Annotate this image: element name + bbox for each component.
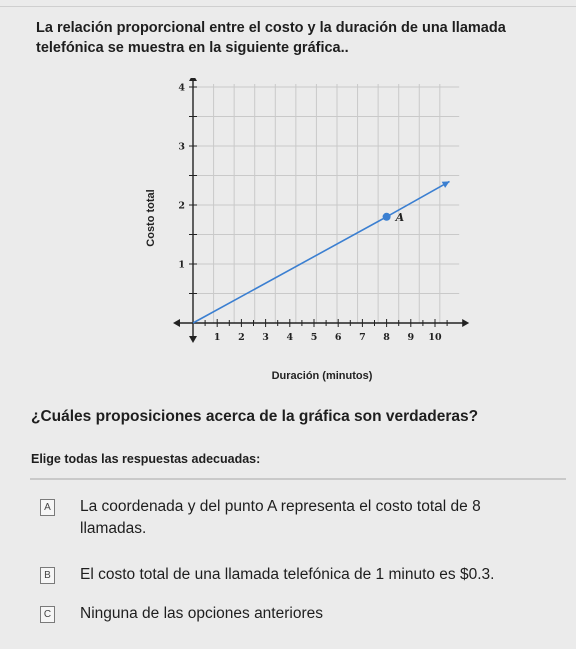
top-rule (0, 6, 576, 7)
y-tick-label: 4 (178, 82, 185, 94)
x-axis-arrow-left (173, 319, 180, 327)
y-axis-label: Costo total (145, 189, 157, 247)
options-divider (30, 478, 566, 480)
question-text: ¿Cuáles proposiciones acerca de la gráfica son verdaderas? (31, 408, 479, 425)
instruction-text: Elige todas las respuestas adecuadas: (31, 452, 261, 466)
x-tick-label: 10 (428, 332, 442, 343)
cost-duration-chart (130, 78, 470, 388)
x-tick-label: 5 (310, 332, 318, 343)
option-b[interactable] (40, 564, 560, 586)
x-tick-label: 1 (213, 332, 221, 343)
problem-prompt: La relación proporcional entre el costo y la duración de una llamada telefónica se muestra en la siguiente gráfica.. (36, 20, 506, 56)
point-a-label: A (395, 210, 405, 224)
option-a-text: La coordenada y del punto A representa el costo total de 8 llamadas. (80, 498, 481, 537)
x-tick-label: 3 (262, 332, 269, 343)
option-a[interactable] (40, 496, 560, 540)
series-line (193, 181, 450, 323)
x-axis-label: Duración (minutos) (271, 370, 373, 382)
option-c-checkbox[interactable]: C (40, 606, 55, 623)
x-tick-label: 8 (383, 332, 390, 343)
option-c-text: Ninguna de las opciones anteriores (80, 605, 323, 622)
x-tick-label: 7 (359, 332, 366, 343)
y-tick-label: 3 (178, 141, 185, 153)
y-tick-label: 1 (178, 259, 185, 271)
y-axis-arrow-down (189, 336, 197, 343)
option-c[interactable] (40, 603, 560, 625)
y-tick-label: 2 (178, 200, 185, 212)
option-a-checkbox[interactable]: A (40, 499, 55, 516)
ticks (178, 83, 447, 344)
option-b-checkbox[interactable]: B (40, 567, 55, 584)
x-tick-label: 4 (286, 332, 294, 343)
x-tick-label: 9 (407, 332, 415, 343)
x-axis-arrow-right (462, 319, 469, 327)
grid-lines (193, 84, 459, 323)
x-tick-label: 6 (334, 332, 342, 343)
point-a-marker (383, 213, 391, 221)
option-b-text: El costo total de una llamada telefónica de 1 minuto es $0.3. (80, 566, 495, 583)
series-layer (193, 181, 450, 323)
x-tick-label: 2 (238, 332, 245, 343)
y-axis-arrow-up (189, 78, 197, 81)
axes (173, 78, 469, 343)
